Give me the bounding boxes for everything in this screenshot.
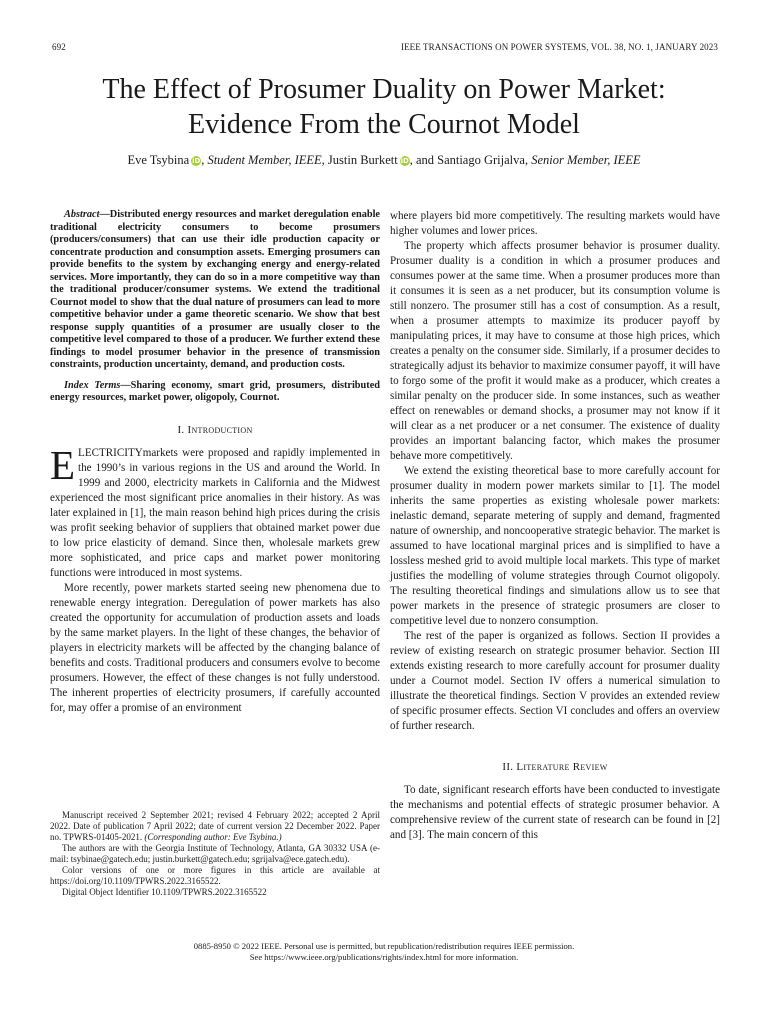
author-separator: , <box>201 153 208 167</box>
abstract-text: —Distributed energy resources and market deregulation enable traditional electricity consumers to become prosumers (producers/consumers) that can use their idle production capacity or concentrate production and consumption assets. Emerging prosumers can provide benefits to the system by exchanging energy and energy-related services. More importantly, they can do so in a more competitive way than the traditional producer/consumer systems. We extend the traditional Cournot model to show that the dual nature of prosumers can lead to more competitive behavior under a game theoretic scenario. We show that best response supply quantities of a prosumer are usually closer to the competitive level compared to those of a producer. We further extend these findings to model prosumer behavior in the presence of transmission constraints, production uncertainty, demand, and production costs. <box>50 209 380 370</box>
footnote-text: Manuscript received 2 September 2021; revised 4 February 2022; accepted 2 April 2022. Date of publication 7 April 2022; date of current version 22 December 2022. Paper no. TPWRS-01405-2021. <box>50 810 380 842</box>
title-line-1: The Effect of Prosumer Duality on Power Market: <box>102 74 666 105</box>
paragraph: The property which affects prosumer behavior is prosumer duality. Prosumer duality is a condition in which a prosumer produces and consumes power at the same time. When a prosumer produces more than it consumes it is seen as a net producer, but its consumption volume is still nonzero. The prosumer still has a cost of consumption. As a result, when a prosumer attempts to maximize its producer payoff by manipulating prices, it may have to consume at those high prices, which creates a penalty on the consumer side. Similarly, if a prosumer decides to strategically adjust its behavior to maximize consumer payoff, it will have to forgo some of the profit it would make as a producer, which creates a similar penalty on the producer side. In some instances, such as weather effect on renewables or demand shocks, a prosumer may not know if it will clear as a net producer or a net consumer. The existence of duality provides an important balancing factor, which makes the prosumer behave more competitively. <box>390 240 720 462</box>
paper-title <box>40 72 728 142</box>
running-header <box>52 42 718 52</box>
paragraph: where players bid more competitively. The resulting markets would have higher volumes and lower prices. <box>390 210 720 237</box>
left-column <box>50 209 380 716</box>
section-numeral: I. <box>177 423 188 436</box>
author-name: , and Santiago Grijalva <box>409 153 525 167</box>
footnote: Color versions of one or more figures in this article are available at https://doi.org/10.1109/TPWRS.2022.3165522. <box>50 865 380 886</box>
paragraph: The rest of the paper is organized as follows. Section II provides a review of existing research on strategic prosumer behavior. Section III extends existing research to more carefully account for prosumer duality under a Cournot model. Section IV offers a numerical simulation to illustrate the theoretical findings. Section V provides an extended review of specific prosumer effects. Section VI concludes and offers an overview of further research. <box>390 630 720 732</box>
paragraph: More recently, power markets started seeing new phenomena due to renewable energy integration. Deregulation of power markets has also created the opportunity for accumulation of production assets and loads by the same market players. In the light of these changes, the behavior of players in electricity markets will be affected by the changing balance of benefits and costs. Traditional producers and consumers evolve to become prosumers. However, the effect of these changes is not fully understood. The inherent properties of electricity prosumers, if carefully accounted for, may offer a promise of an environment <box>50 581 380 714</box>
orcid-icon[interactable]: iD <box>400 157 409 165</box>
author-name: Justin Burkett <box>327 153 398 167</box>
index-terms <box>50 380 380 405</box>
abstract <box>50 209 380 372</box>
section-title: Literature Review <box>516 761 608 773</box>
author-separator: , <box>321 153 328 167</box>
author-name: Eve Tsybina <box>127 153 190 167</box>
copyright-footer <box>40 941 728 963</box>
footnote: The authors are with the Georgia Institute of Technology, Atlanta, GA 30332 USA (e-mail: tsybinae@gatech.edu; justin.burkett@gatech.edu; sgrijalva@ece.gatech.edu). <box>50 843 380 864</box>
orcid-icon[interactable]: iD <box>192 157 201 165</box>
index-terms-lead: Index Terms <box>64 379 121 391</box>
journal-name: IEEE TRANSACTIONS ON POWER SYSTEMS, VOL. 38, NO. 1, JANUARY 2023 <box>400 42 718 52</box>
author-separator: , <box>524 153 532 167</box>
section-heading <box>390 760 720 775</box>
rights-link-line: See https://www.ieee.org/publications/rights/index.html for more information. <box>249 952 519 962</box>
footnote: Digital Object Identifier 10.1109/TPWRS.2022.3165522 <box>62 887 267 897</box>
page-number: 692 <box>52 42 66 52</box>
abstract-lead: Abstract <box>64 209 100 220</box>
paragraph: To date, significant research efforts have been conducted to investigate the mechanisms and potential effects of strategic prosumer behavior. A comprehensive review of the current state of research can be found in [2] and [3]. The main concern of this <box>390 784 720 841</box>
paragraph-text: LECTRICITYmarkets were proposed and rapidly implemented in the 1990’s in various regions in the US and around the World. In 1999 and 2000, electricity markets in California and the Midwest experienced the most significant price anomalies in their history. As was later explained in [1], the main reason behind high prices during the crisis was profit seeking behavior of suppliers that obtained market power due to low price elasticity of demand. Since then, wholesale markets grew more sophisticated, and price caps and market power monitoring functions were introduced in most systems. <box>50 446 380 579</box>
section-heading <box>50 423 380 438</box>
section-title: Introduction <box>187 423 253 436</box>
author-list <box>40 152 728 168</box>
author-role: Student Member, IEEE <box>207 153 322 167</box>
copyright-line: 0885-8950 © 2022 IEEE. Personal use is permitted, but republication/redistribution requires IEEE permission. <box>193 941 575 951</box>
paragraph: We extend the existing theoretical base to more carefully account for prosumer duality in modern power markets similar to [1]. The model inherits the same properties as existing wholesale power markets: inelastic demand, separate metering of supply and demand, fragmented nature of ownership, and noncooperative strategic behavior. The market is assumed to have locational marginal prices and is simplified to have a lossless meshed grid to avoid multiple local markets. This type of market justifies the modelling of volume strategies through Cournot oligopoly. The resulting theoretical findings and simulations allow us to see that power markets in the presence of strategic prosumers are closer to competitive level due to nonzero consumption. <box>390 465 720 627</box>
footnote <box>50 810 380 843</box>
title-line-2: Evidence From the Cournot Model <box>188 109 580 140</box>
section-numeral: II. <box>502 761 517 773</box>
paragraph <box>50 441 380 581</box>
index-terms-text: —Sharing economy, smart grid, prosumers, distributed energy resources, market power, oligopoly, Cournot. <box>50 379 380 403</box>
right-column <box>390 209 720 843</box>
footnotes <box>50 810 380 898</box>
drop-cap: E <box>50 441 76 488</box>
corresponding-author-note: (Corresponding author: Eve Tsybina.) <box>144 832 282 842</box>
author-role: Senior Member, IEEE <box>531 153 641 167</box>
